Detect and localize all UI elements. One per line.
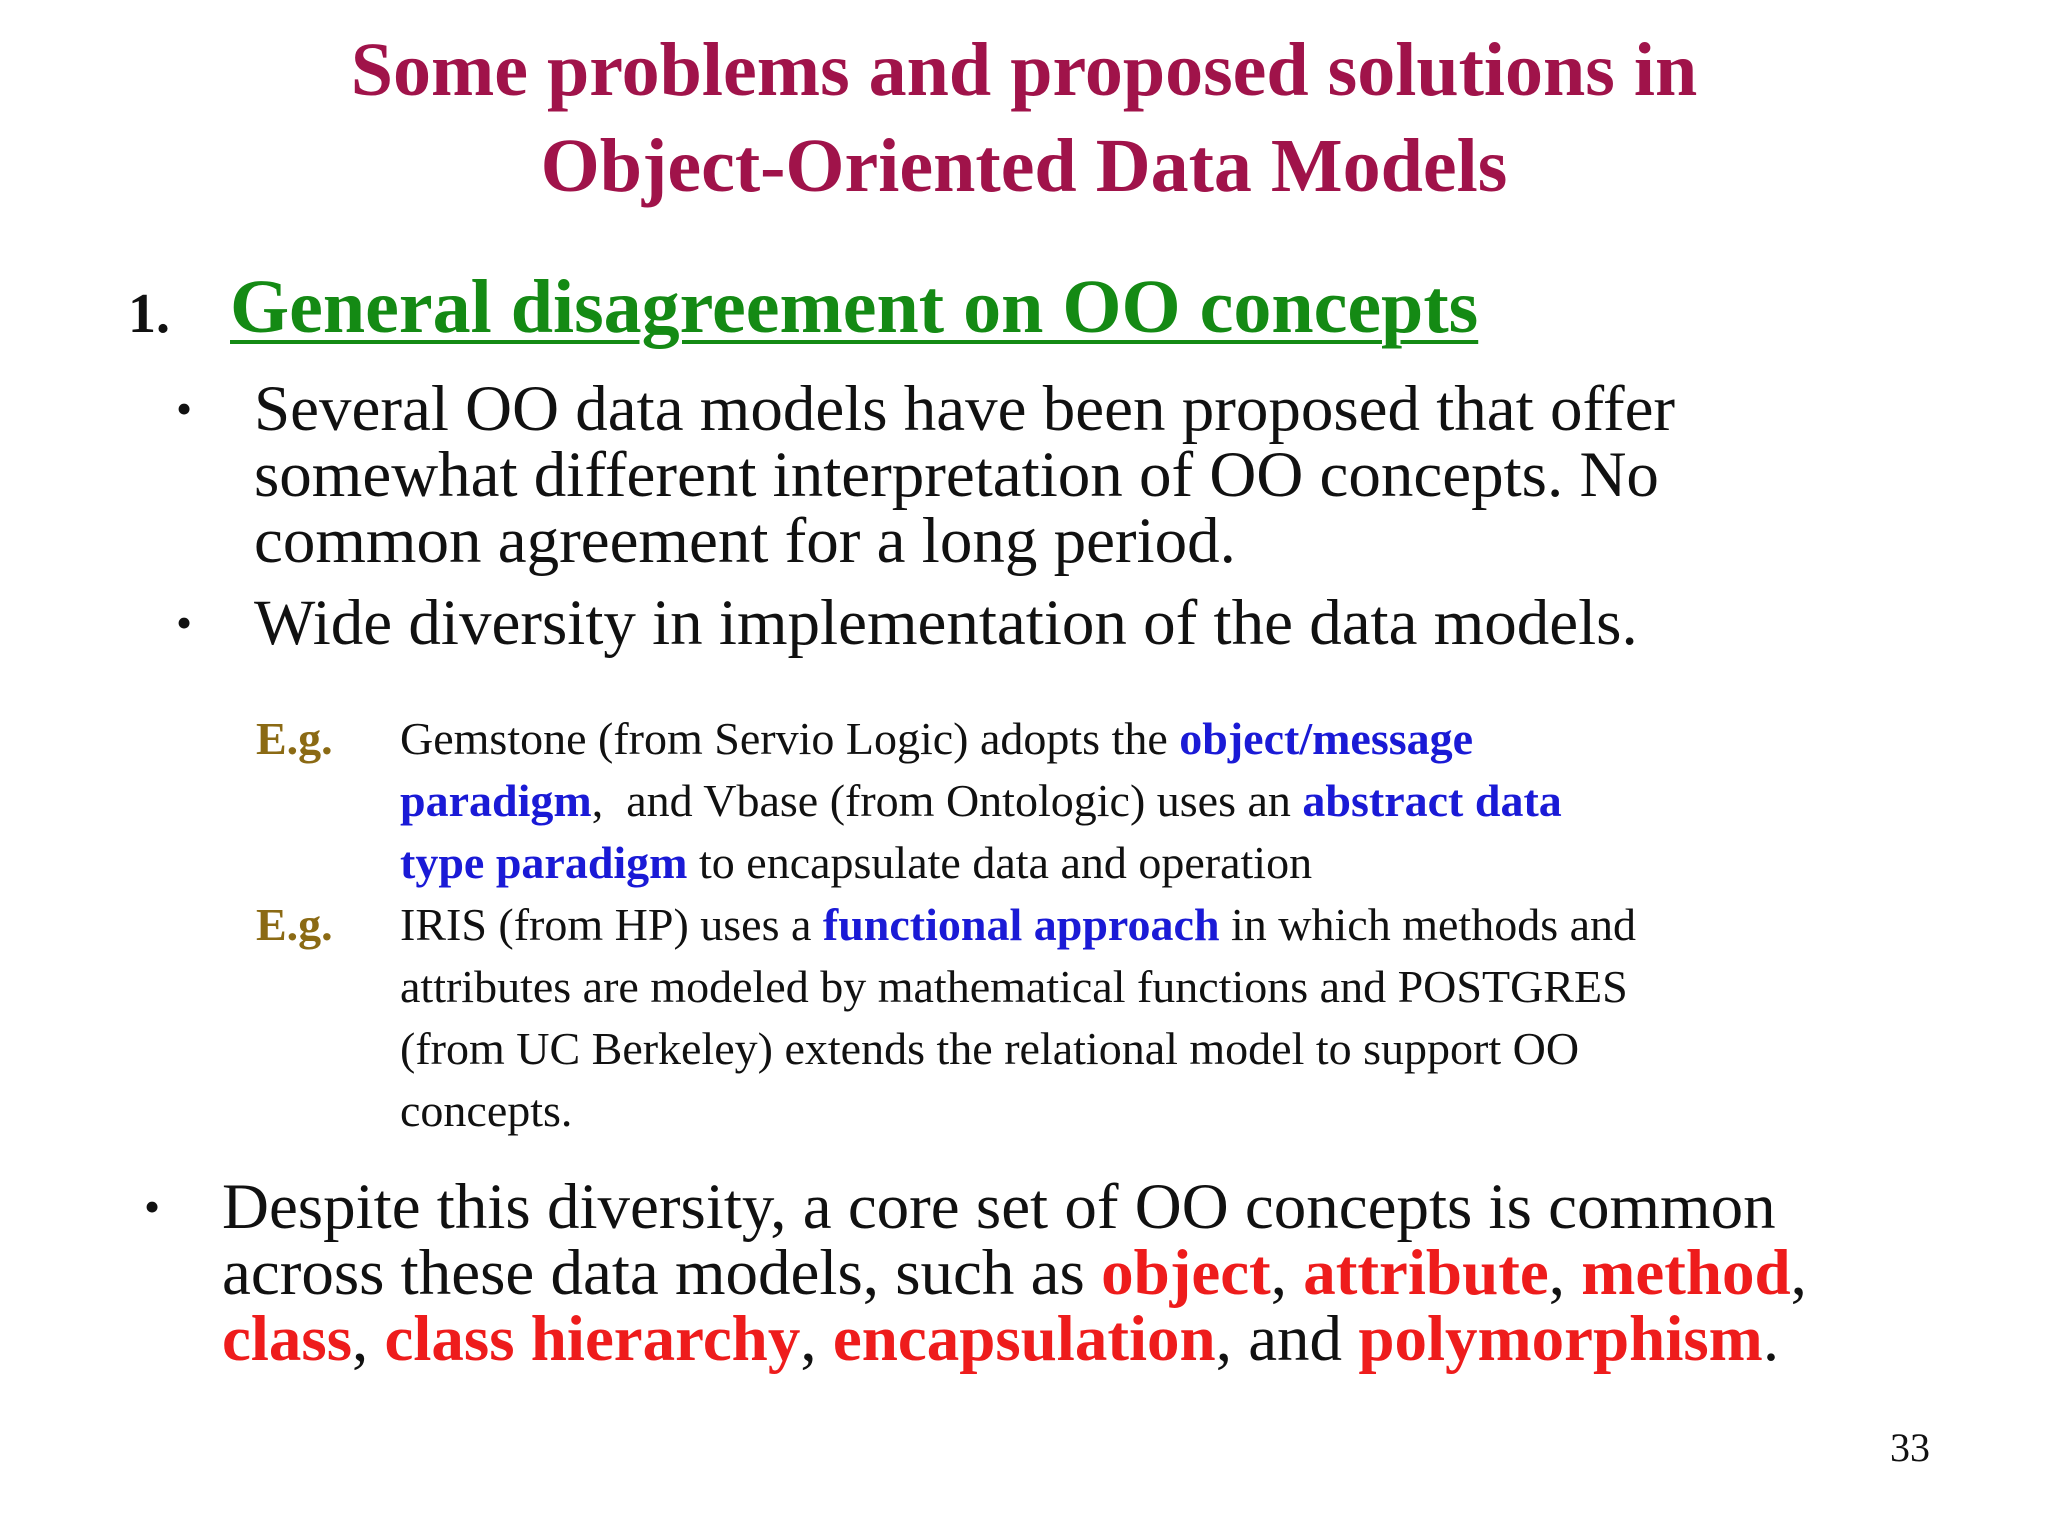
slide-title-line-2: Object-Oriented Data Models <box>540 124 1508 208</box>
highlight-term: object/message <box>1179 713 1474 764</box>
example-1-line-1 <box>400 708 1562 770</box>
slide-title <box>0 22 2048 214</box>
bullet-icon: • <box>176 597 193 648</box>
separator: . <box>1762 1303 1780 1375</box>
concept-class: class <box>222 1303 352 1375</box>
bullet-2-line-1: Wide diversity in implementation of the data models. <box>254 587 1638 659</box>
example-2-line-1 <box>400 894 1636 956</box>
example-text: to encapsulate data and operation <box>687 837 1313 888</box>
example-label: E.g. <box>256 713 333 764</box>
concept-polymorphism: polymorphism <box>1358 1303 1763 1375</box>
separator: , <box>800 1303 833 1375</box>
highlight-term: type paradigm <box>400 837 688 888</box>
separator: , <box>1270 1237 1304 1309</box>
concept-class-hierarchy: class hierarchy <box>384 1303 801 1375</box>
example-text: Gemstone (from Servio Logic) adopts the <box>400 713 1180 764</box>
highlight-term: paradigm <box>400 775 592 826</box>
concept-object: object <box>1101 1237 1271 1309</box>
example-text: in which methods and <box>1219 899 1637 950</box>
concept-method: method <box>1581 1237 1791 1309</box>
example-2-line-3: (from UC Berkeley) extends the relational model to support OO <box>400 1023 1580 1074</box>
bullet-1-line-1: Several OO data models have been proposed that offer <box>254 373 1676 445</box>
highlight-term: abstract data <box>1302 775 1562 826</box>
example-1-line-2 <box>400 770 1562 832</box>
bullet-1-line-3: common agreement for a long period. <box>254 505 1236 577</box>
separator: , <box>1548 1237 1582 1309</box>
example-1-text <box>400 708 1562 894</box>
page-number: 33 <box>1890 1425 1930 1470</box>
concept-attribute: attribute <box>1303 1237 1549 1309</box>
separator: , and <box>1215 1303 1359 1375</box>
slide-title-line-1: Some problems and proposed solutions in <box>350 28 1698 112</box>
section-number: 1. <box>128 283 170 345</box>
bullet-1-line-2: somewhat different interpretation of OO concepts. No <box>254 439 1659 511</box>
example-2-line-4: concepts. <box>400 1085 573 1136</box>
bullet-3-line-2 <box>222 1237 1807 1309</box>
example-2-text <box>400 894 1636 1142</box>
bullet-3-line-3 <box>222 1303 1807 1375</box>
example-text: , and Vbase (from Ontologic) uses an <box>591 775 1303 826</box>
bullet-icon: • <box>176 383 193 434</box>
bullet-item-1 <box>176 373 1676 577</box>
example-1-line-3 <box>400 832 1562 894</box>
example-text: IRIS (from HP) uses a <box>400 899 823 950</box>
example-2-line-2: attributes are modeled by mathematical functions and POSTGRES <box>400 961 1628 1012</box>
example-label: E.g. <box>256 899 333 950</box>
separator: , <box>1790 1237 1807 1309</box>
bullet-text: across these data models, such as <box>222 1237 1102 1309</box>
separator: , <box>352 1303 385 1375</box>
bullet-3-line-1: Despite this diversity, a core set of OO concepts is common <box>222 1171 1776 1243</box>
highlight-term: functional approach <box>822 899 1220 950</box>
bullet-item-2 <box>176 587 1638 659</box>
section-heading <box>128 262 1478 359</box>
bullet-icon: • <box>144 1181 161 1232</box>
bullet-item-3 <box>144 1171 1807 1375</box>
section-heading-text: General disagreement on OO concepts <box>230 265 1479 349</box>
concept-encapsulation: encapsulation <box>832 1303 1216 1375</box>
